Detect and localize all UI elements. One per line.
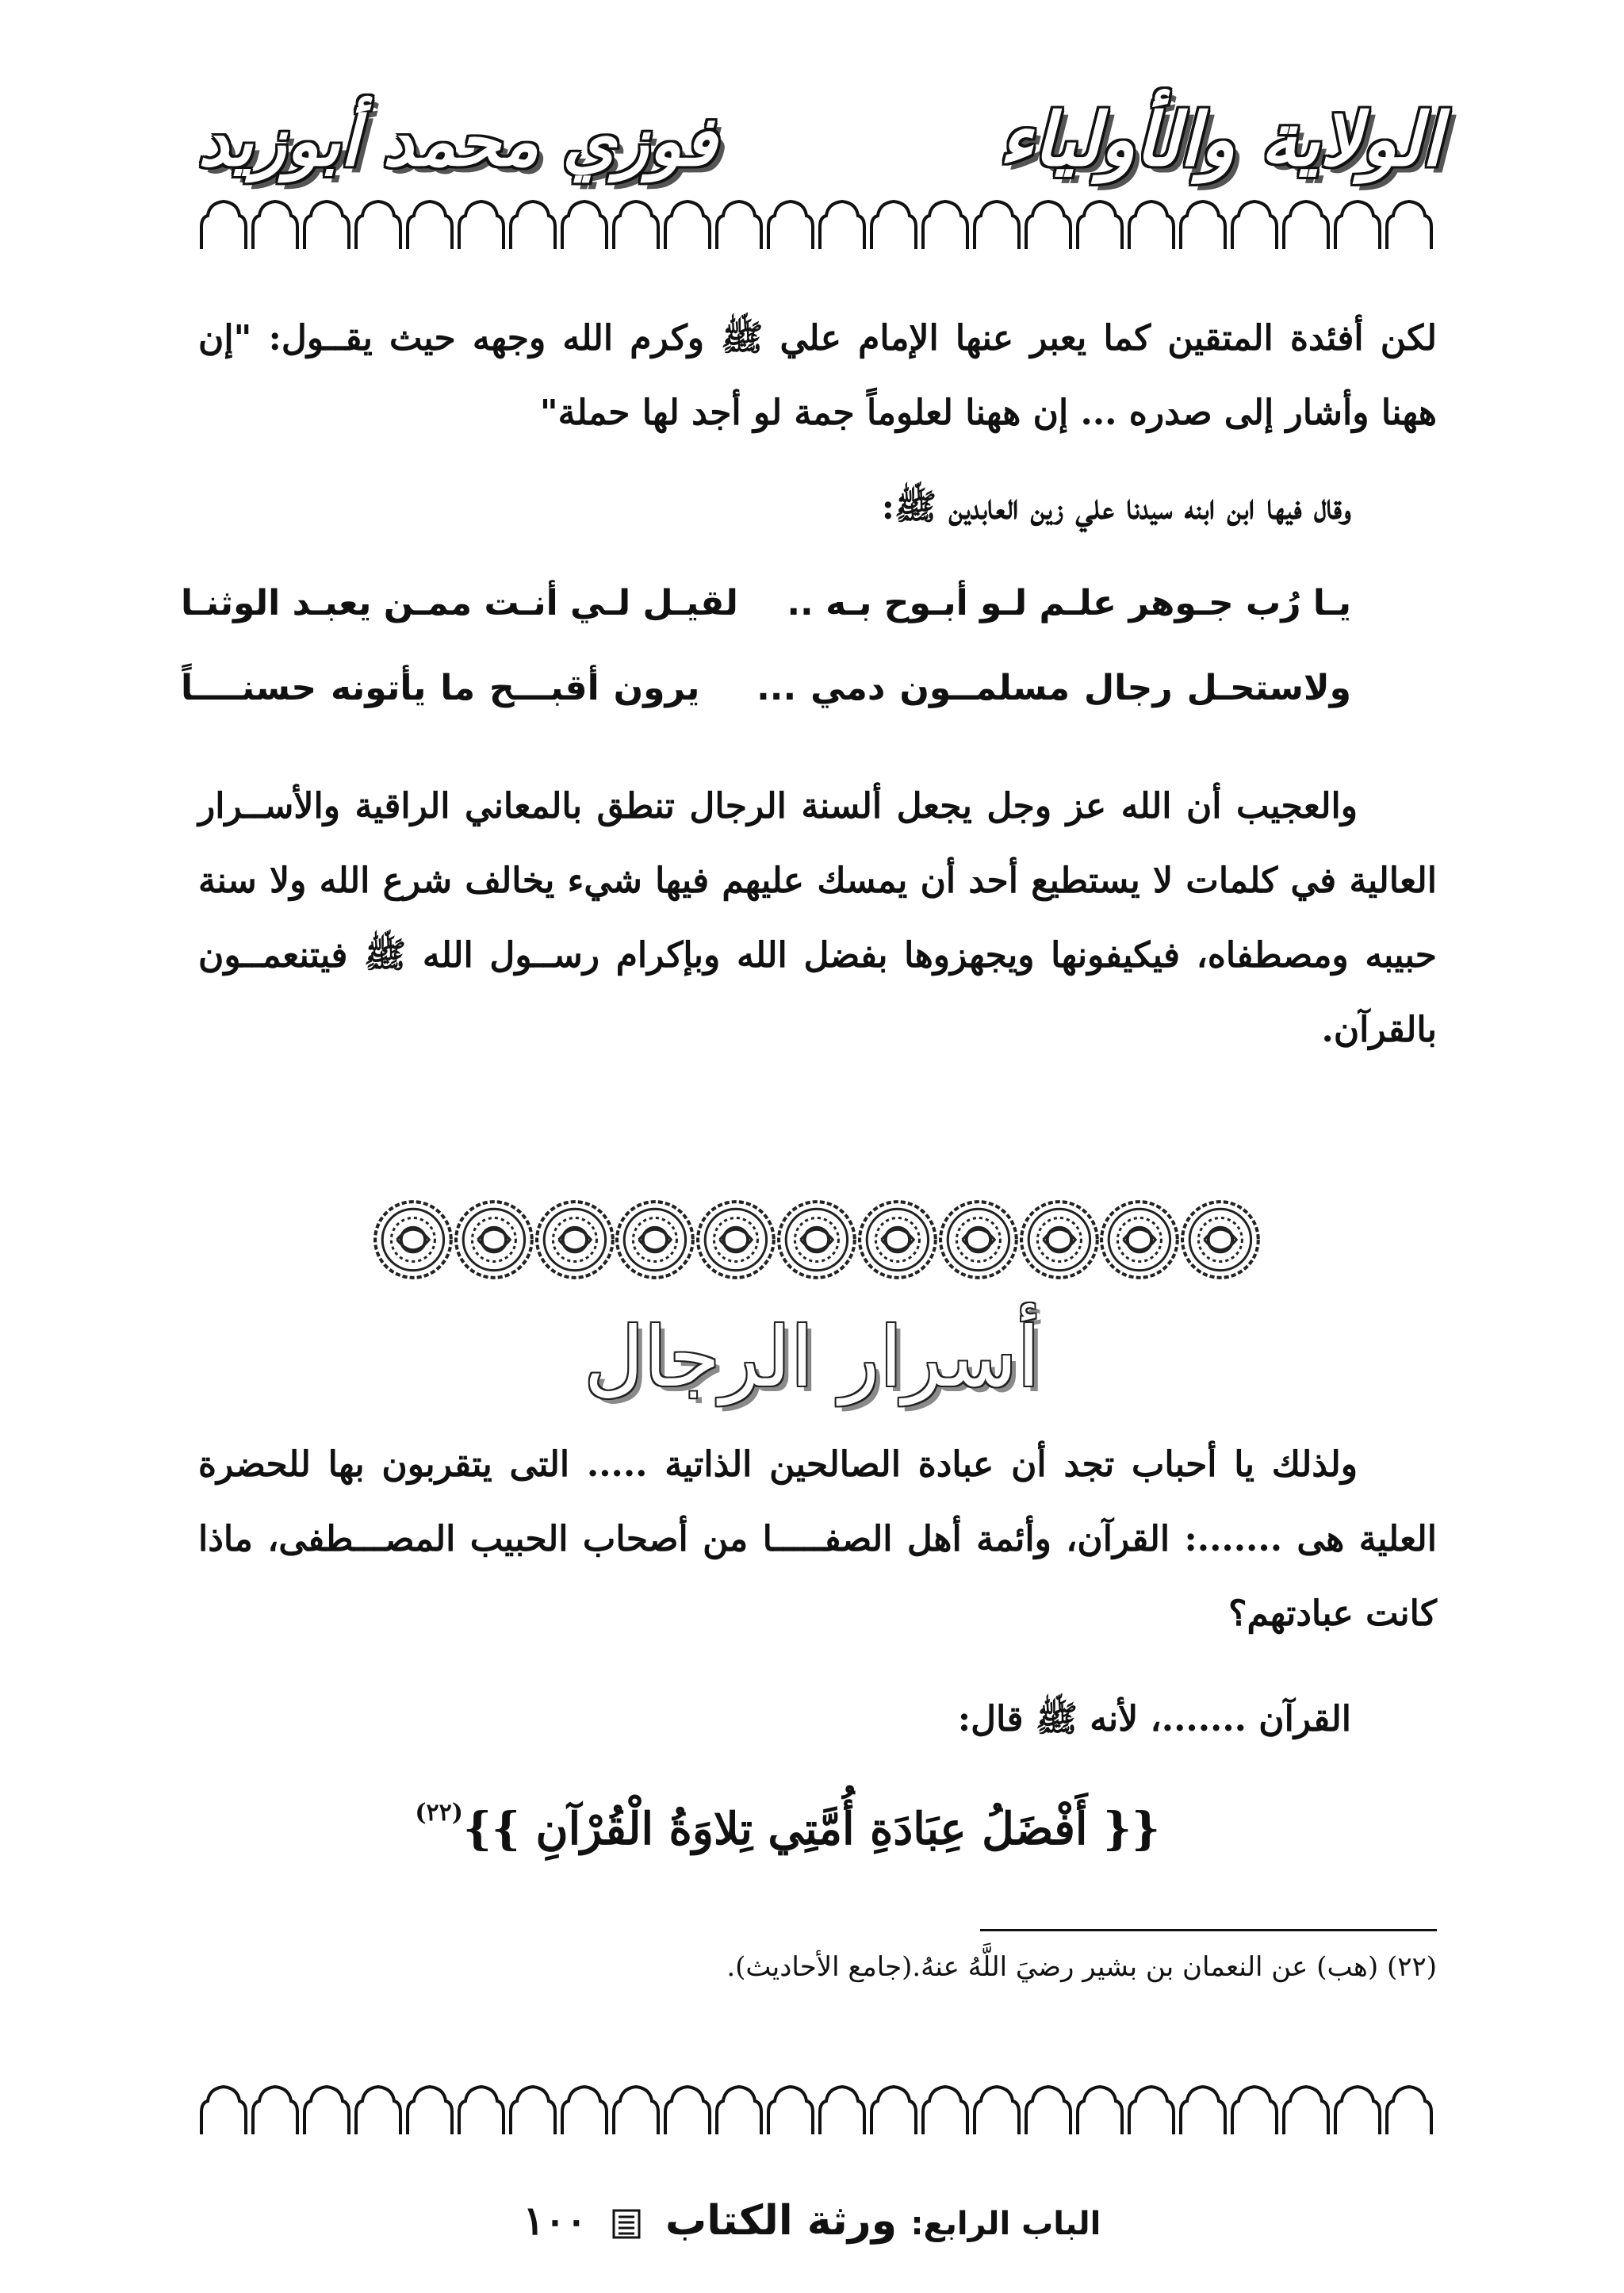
calligraphy-medallion-icon xyxy=(857,1198,938,1282)
verse-1-second-hemistich: لقيـل لـي أنـت ممـن يعبـد الوثنـا xyxy=(181,583,738,623)
footnote xyxy=(726,1951,1437,1983)
paragraph-3 xyxy=(198,769,1437,1068)
paragraph-4-text: ولذلك يا أحباب تجد أن عبادة الصالحين الذاتية ..... التى يتقربون بها للحضرة العلية هى .......: القرآن، وأئمة أهل الصفـــــا من أصحاب الحبيب المصـــطفى، ماذا كانت عبادتهم؟ xyxy=(198,1444,1437,1634)
calligraphy-medallion-icon xyxy=(1180,1198,1261,1282)
poem-verse-1 xyxy=(181,583,1351,623)
footer-border-ornament xyxy=(198,2082,1435,2138)
hadith-text: {{ أَفْضَلُ عِبَادَةِ أُمَّتِي تِلاوَةُ الْقُرْآنِ }} xyxy=(462,1803,1160,1855)
footnote-marker: (٢٢) xyxy=(1386,1951,1437,1983)
verse-1-first-hemistich: يـا رُب جـوهر علـم لـو أبـوح بـه .. xyxy=(787,583,1351,623)
chapter-label: الباب الرابع: xyxy=(910,2206,1101,2242)
calligraphy-medallion-icon xyxy=(615,1198,695,1282)
calligraphy-medallion-icon xyxy=(1099,1198,1180,1282)
calligraphy-medallion-icon xyxy=(695,1198,776,1282)
verse-2-first-hemistich: ولاستحـل رجال مسلمــون دمي ... xyxy=(756,668,1352,708)
calligraphy-medallion-icon xyxy=(938,1198,1019,1282)
paragraph-3-text: والعجيب أن الله عز وجل يجعل ألسنة الرجال تنطق بالمعاني الراقية والأســرار العالية في كلمات لا يستطيع أحد أن يمسك عليهم فيها شيء يخالف شرع الله ولا سنة حبيبه ومصطفاه، فيكيفونها ويجهزوها بفضل الله وبإكرام رســول الله ﷺ فيتنعمــون بالقرآن. xyxy=(198,786,1437,1050)
poem-intro: وقال فيها ابن ابنه سيدنا علي زين العابدين ﷺ: xyxy=(881,487,1351,527)
book-title: الولاية والأولياء xyxy=(998,97,1442,182)
book-icon xyxy=(612,2209,641,2239)
chapter-title: ورثة الكتاب xyxy=(665,2197,898,2245)
calligraphy-medallion-icon xyxy=(373,1198,454,1282)
header-border-ornament xyxy=(198,197,1435,252)
calligraphy-medallion-icon xyxy=(454,1198,534,1282)
calligraphy-medallion-icon xyxy=(1019,1198,1100,1282)
hadith-intro: القرآن .......، لأنه ﷺ قال: xyxy=(957,1699,1351,1739)
hadith-quote xyxy=(415,1799,1160,1855)
author-name: فوزي محمد أبوزيد xyxy=(198,102,717,182)
section-divider-ornaments xyxy=(373,1198,1261,1286)
page-footer xyxy=(0,2197,1624,2245)
footnote-reference[interactable]: (٢٢) xyxy=(415,1799,463,1827)
poem-verse-2 xyxy=(181,668,1351,708)
paragraph-1: لكن أفئدة المتقين كما يعبر عنها الإمام علي ﷺ وكرم الله وجهه حيث يقــول: "إن ههنا وأشار إلى صدره ... إن ههنا لعلوماً جمة لو أجد لها حملة" xyxy=(198,318,1437,433)
page-number: ١٠٠ xyxy=(523,2197,588,2244)
verse-2-second-hemistich: يرون أقبـــح ما يأتونه حسنــــاً xyxy=(181,668,700,708)
section-title: أسرار الرجال xyxy=(584,1309,1040,1405)
footnote-divider xyxy=(980,1929,1437,1931)
footnote-text: (هب) عن النعمان بن بشير رضيَ اللَّهُ عنهُ.(جامع الأحاديث). xyxy=(726,1951,1379,1983)
calligraphy-medallion-icon xyxy=(776,1198,857,1282)
paragraph-4 xyxy=(198,1428,1437,1651)
calligraphy-medallion-icon xyxy=(534,1198,615,1282)
